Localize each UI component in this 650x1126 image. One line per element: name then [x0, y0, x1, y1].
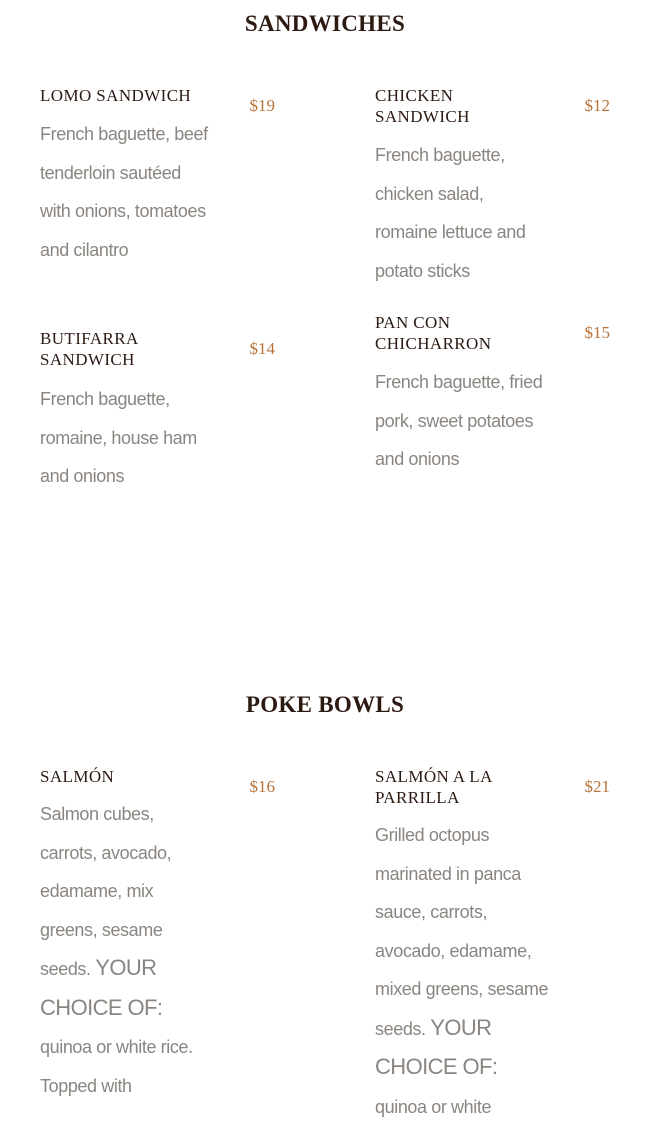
item-name: SALMÓN A LA PARRILLA: [375, 767, 492, 807]
item-price: $21: [584, 777, 610, 796]
item-description: French baguette, beef tenderloin sautéed with onions, tomatoes and cilantro: [40, 124, 208, 260]
item-price: $14: [249, 339, 275, 358]
item-description-text: Salmon cubes, carrots, avocado, edamame, mix greens, sesame seeds.: [40, 804, 172, 979]
menu-item-chicken-sandwich: [375, 85, 610, 285]
item-name: BUTIFARRA SANDWICH: [40, 329, 138, 369]
item-description-options: quinoa or white: [375, 1096, 492, 1117]
item-name: LOMO SANDWICH: [40, 86, 192, 105]
item-description: French baguette, chicken salad, romaine lettuce and potato sticks: [375, 145, 526, 281]
item-description-text: Grilled octopus marinated in panca sauce, carrots, avocado, edamame, mixed greens, sesame seeds.: [375, 825, 549, 1039]
item-description-choice: YOUR CHOICE OF:: [40, 955, 163, 1020]
menu-item-butifarra-sandwich: [40, 328, 275, 498]
menu-item-lomo-sandwich: [40, 85, 275, 305]
menu-item-salmon-a-la-parrilla: [375, 766, 610, 1126]
item-name: CHICKEN SANDWICH: [375, 86, 470, 126]
item-price: $19: [249, 96, 275, 115]
item-price: $16: [249, 777, 275, 796]
item-description: French baguette, fried pork, sweet potatoes and onions: [375, 372, 543, 469]
item-description-options: quinoa or white rice. Topped with: [40, 1037, 193, 1096]
item-description: [375, 816, 550, 1126]
section-title-sandwiches: SANDWICHES: [244, 11, 406, 36]
item-price: $12: [584, 96, 610, 115]
item-price: $15: [584, 323, 610, 342]
item-name: SALMÓN: [40, 767, 115, 786]
item-description-choice: YOUR CHOICE OF:: [375, 1014, 498, 1079]
section-title-poke-bowls: POKE BOWLS: [245, 692, 405, 717]
item-name: PAN CON CHICHARRON: [375, 313, 492, 353]
item-description: French baguette, romaine, house ham and onions: [40, 389, 197, 486]
menu-item-salmon: [40, 766, 275, 1126]
menu-item-pan-con-chicharron: [375, 312, 610, 482]
item-description: [40, 795, 215, 1105]
